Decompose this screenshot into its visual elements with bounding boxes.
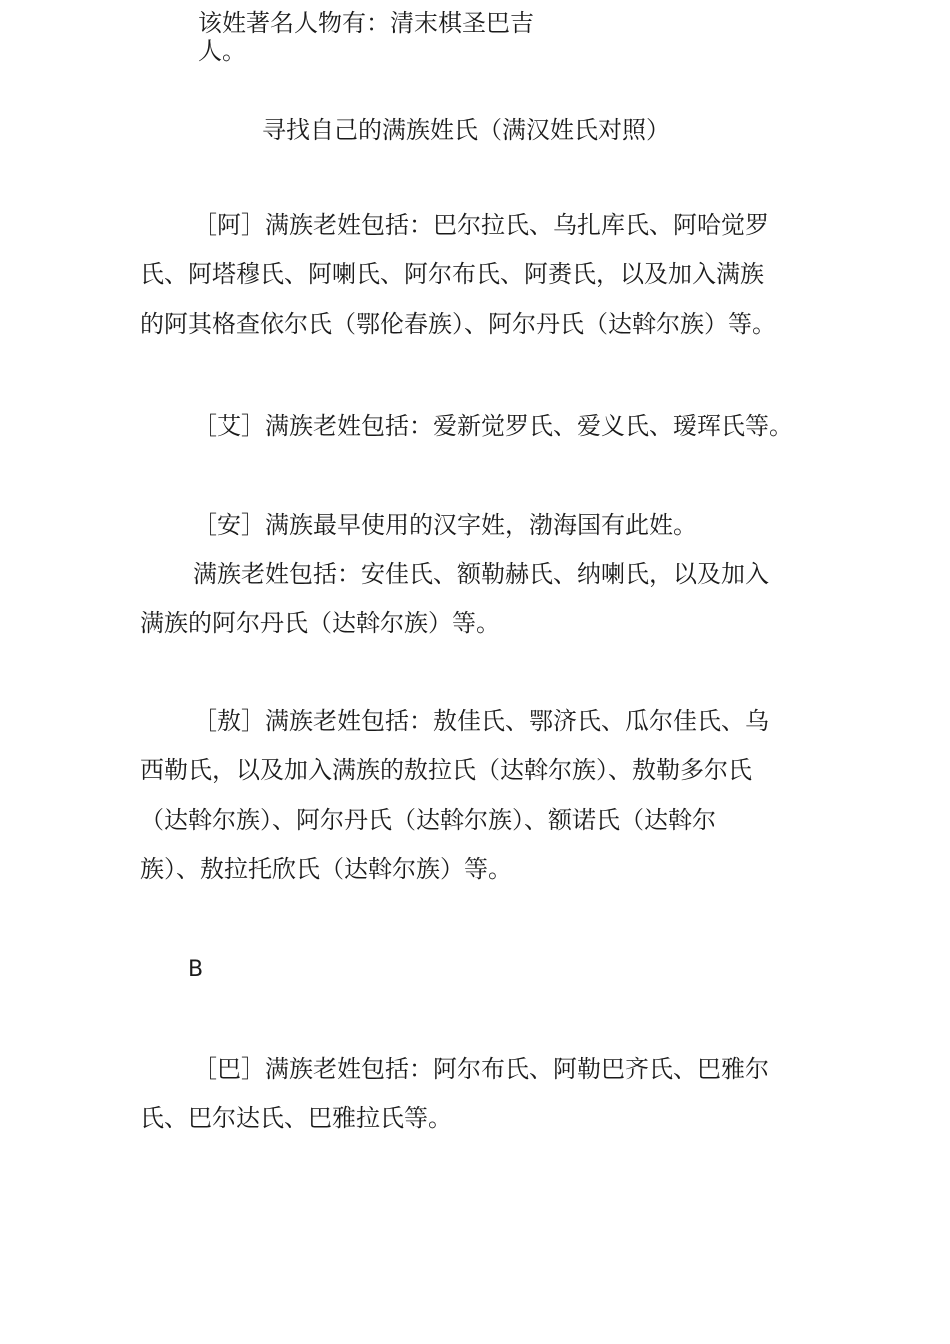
section-letter-b: B [188,957,204,982]
entry-a-line-3: 的阿其格查依尔氏（鄂伦春族）、阿尔丹氏（达斡尔族）等。 [140,310,776,338]
intro-line-2: 人。 [198,37,246,65]
section-title: 寻找自己的满族姓氏（满汉姓氏对照） [262,116,670,144]
entry-ba-line-1: ［巴］满族老姓包括：阿尔布氏、阿勒巴齐氏、巴雅尔 [193,1055,769,1083]
entry-ba-line-2: 氏、巴尔达氏、巴雅拉氏等。 [140,1104,452,1132]
entry-a-line-2: 氏、阿塔穆氏、阿喇氏、阿尔布氏、阿赉氏，以及加入满族 [140,260,764,288]
entry-ao-line-2: 西勒氏，以及加入满族的敖拉氏（达斡尔族）、敖勒多尔氏 [140,756,752,784]
entry-an-line-3: 满族的阿尔丹氏（达斡尔族）等。 [140,609,500,637]
entry-an-line-2: 满族老姓包括：安佳氏、额勒赫氏、纳喇氏，以及加入 [193,560,769,588]
entry-ai-line-1: ［艾］满族老姓包括：爱新觉罗氏、爱义氏、瑷珲氏等。 [193,412,793,440]
entry-ao-line-4: 族）、敖拉托欣氏（达斡尔族）等。 [140,855,512,883]
entry-a-line-1: ［阿］满族老姓包括：巴尔拉氏、乌扎库氏、阿哈觉罗 [193,211,769,239]
intro-line-1: 该姓著名人物有：清末棋圣巴吉 [198,9,534,37]
entry-an-line-1: ［安］满族最早使用的汉字姓，渤海国有此姓。 [193,511,697,539]
entry-ao-line-1: ［敖］满族老姓包括：敖佳氏、鄂济氏、瓜尔佳氏、乌 [193,707,769,735]
entry-ao-line-3: （达斡尔族）、阿尔丹氏（达斡尔族）、额诺氏（达斡尔 [140,806,716,834]
